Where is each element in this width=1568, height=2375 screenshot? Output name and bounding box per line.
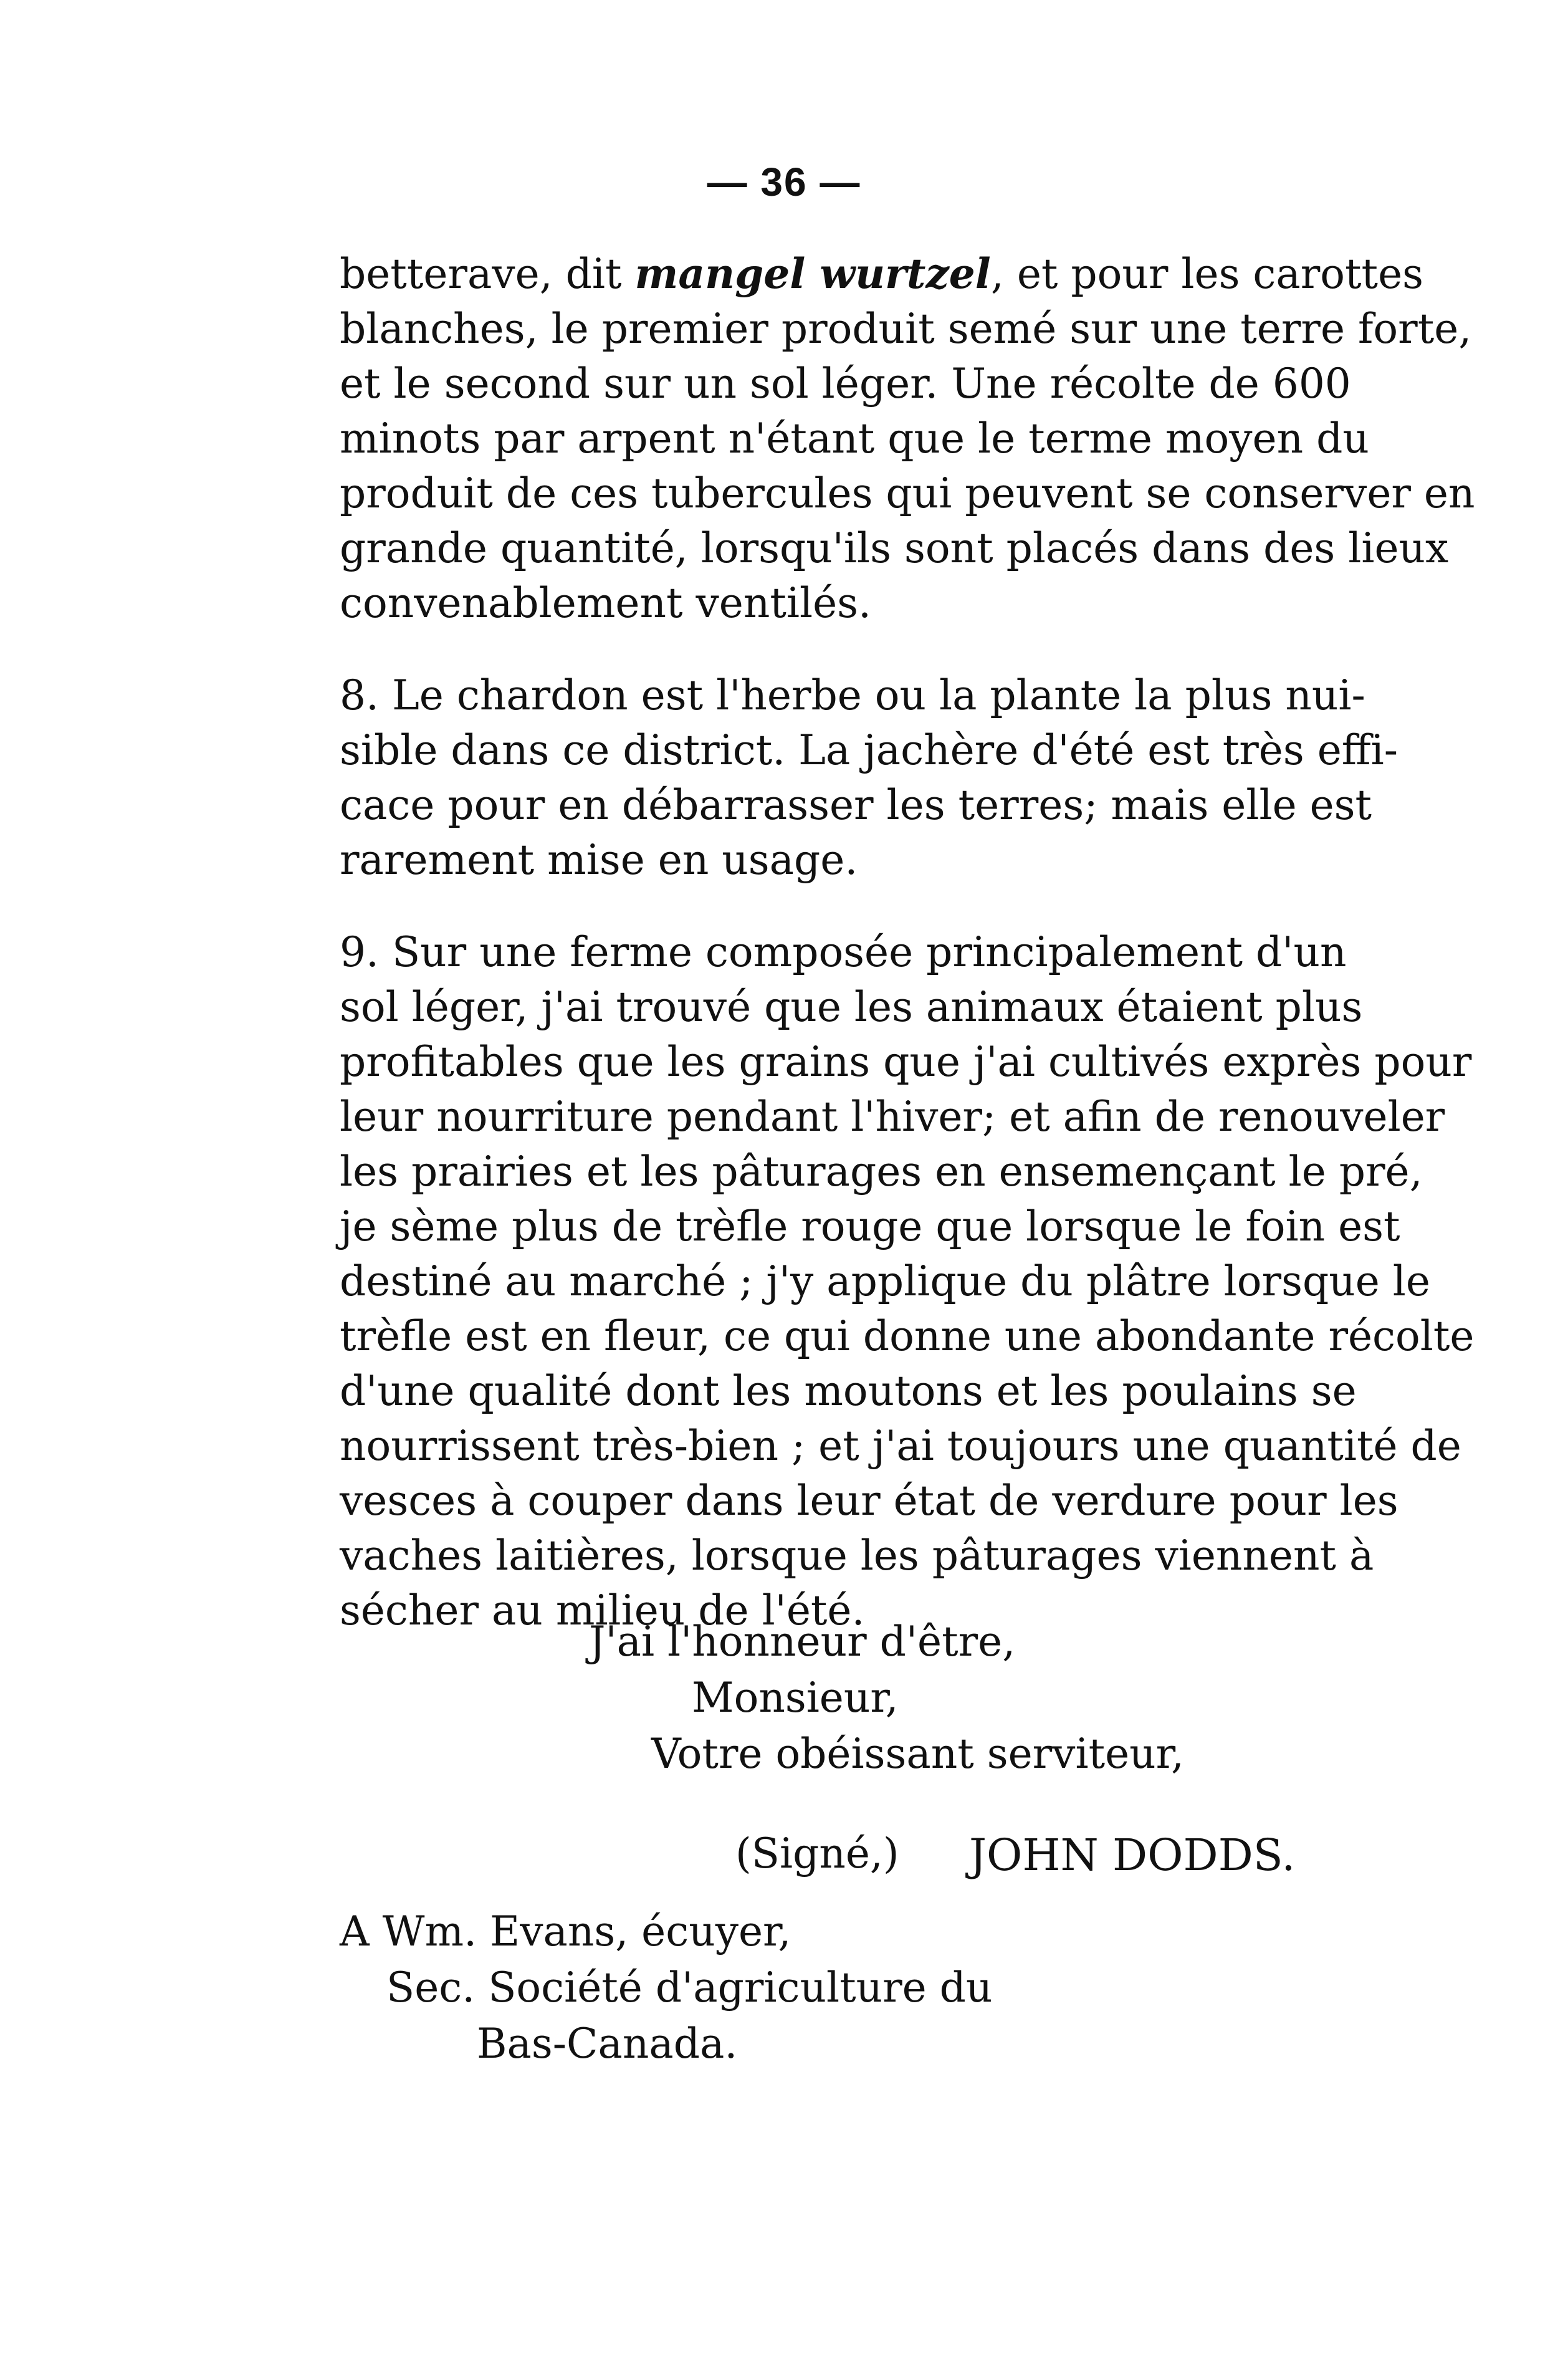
text-line: les prairies et les pâturages en ensemençant le pré, xyxy=(340,1148,1423,1196)
text-line: vesces à couper dans leur état de verdure pour les xyxy=(340,1477,1398,1525)
text-line: destiné au marché ; j'y applique du plâtre lorsque le xyxy=(340,1257,1430,1305)
closing-monsieur: Monsieur, xyxy=(692,1674,899,1722)
body-text xyxy=(340,246,1475,1638)
line-segment: , et pour les carottes xyxy=(990,250,1424,298)
page-number: — 36 — xyxy=(707,160,861,204)
text-line: minots par arpent n'étant que le terme moyen du xyxy=(340,415,1369,463)
signed-label: (Signé,) xyxy=(735,1830,899,1878)
text-line: rarement mise en usage. xyxy=(340,836,858,884)
text-line: profitables que les grains que j'ai cultivés exprès pour xyxy=(340,1038,1472,1086)
text-line: 9. Sur une ferme composée principalement d'un xyxy=(340,928,1347,976)
text-line: blanches, le premier produit semé sur une terre forte, xyxy=(340,305,1472,353)
closing-serviteur: Votre obéissant serviteur, xyxy=(651,1730,1184,1778)
text-line: vaches laitières, lorsque les pâturages viennent à xyxy=(340,1532,1374,1580)
text-line: cace pour en débarrasser les terres; mais elle est xyxy=(340,781,1372,829)
italic-term: mangel wurtzel xyxy=(634,249,991,298)
text-line: sol léger, j'ai trouvé que les animaux étaient plus xyxy=(340,983,1363,1031)
text-line: je sème plus de trèfle rouge que lorsque le foin est xyxy=(340,1202,1400,1250)
text-line: sible dans ce district. La jachère d'été est très effi- xyxy=(340,726,1398,774)
text-line: convenablement ventilés. xyxy=(340,579,871,627)
signer-name: JOHN DODDS. xyxy=(969,1830,1296,1881)
address-line-3: Bas-Canada. xyxy=(477,2020,738,2068)
text-line: et le second sur un sol léger. Une récolte de 600 xyxy=(340,360,1351,408)
paragraph-1 xyxy=(340,246,1475,631)
paragraph-2 xyxy=(340,668,1398,888)
closing-honneur: J'ai l'honneur d'être, xyxy=(589,1618,1016,1666)
address-line-2: Sec. Société d'agriculture du xyxy=(386,1964,993,2012)
text-line: trèfle est en fleur, ce qui donne une abondante récolte xyxy=(340,1312,1475,1360)
address-line-1: A Wm. Evans, écuyer, xyxy=(340,1907,791,1955)
line-segment: betterave, dit xyxy=(340,250,635,298)
paragraph-3 xyxy=(340,925,1475,1638)
text-line: leur nourriture pendant l'hiver; et afin de renouveler xyxy=(340,1093,1445,1141)
text-line: sécher au milieu de l'été. xyxy=(340,1586,865,1634)
text-line: grande quantité, lorsqu'ils sont placés dans des lieux xyxy=(340,524,1449,572)
text-line: produit de ces tubercules qui peuvent se conserver en xyxy=(340,469,1475,517)
text-line: d'une qualité dont les moutons et les poulains se xyxy=(340,1367,1357,1415)
text-line: nourrissent très-bien ; et j'ai toujours une quantité de xyxy=(340,1422,1461,1470)
text-line xyxy=(340,246,1424,302)
text-line: 8. Le chardon est l'herbe ou la plante la plus nui- xyxy=(340,671,1365,719)
